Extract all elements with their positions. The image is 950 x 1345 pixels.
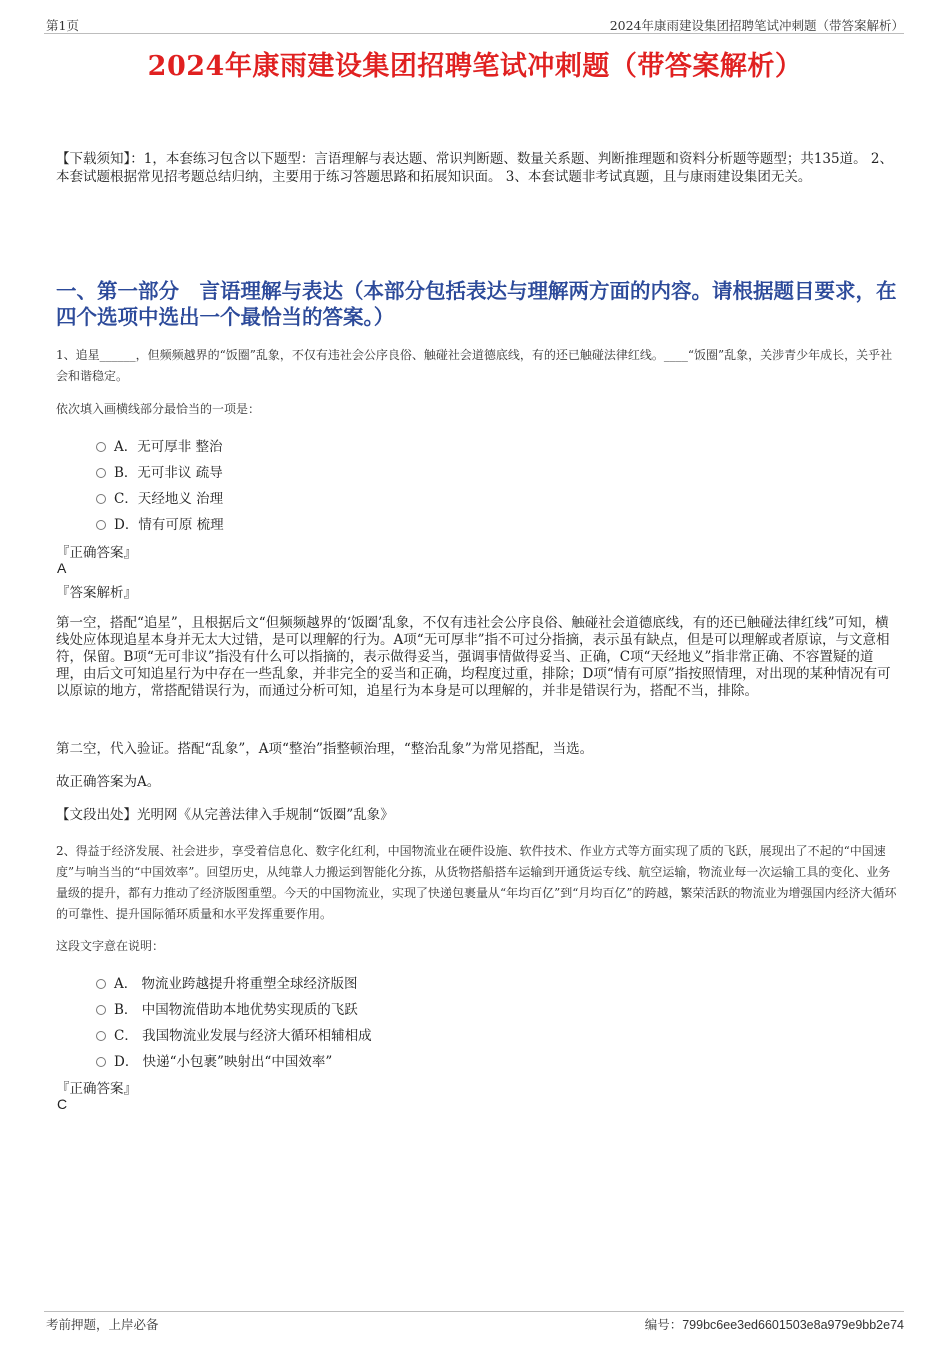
question-1-options	[96, 432, 224, 536]
question-1-option-d[interactable]: D． 情有可原 梳理	[96, 510, 224, 536]
radio-icon[interactable]	[96, 520, 106, 530]
question-1-analysis-p1: 第一空，搭配“追星”，且根据后文“但频频越界的‘饭圈’乱象，不仅有违社会公序良俗、触碰社会道德底线，有的还已触碰法律红线”可知，横线处应体现追星本身并无太大过错，是可以理解的行为。A项“无可厚非”指不可过分指摘，表示虽有缺点，但是可以理解或者原谅，与文意相符，保留。B项“无可非议”指没有什么可以指摘的，表示做得妥当，强调事情做得妥当、正确，C项“天经地义”指非常正确、不容置疑的道理，由后文可知追星行为中存在一些乱象，并非完全的妥当和正确，均程度过重，排除；D项“情有可原”指按照情理，对出现的某种情况有可以原谅的地方，常搭配错误行为，而通过分析可知，追星行为本身是可以理解的，并非是错误行为，搭配不当，排除。	[56, 615, 891, 699]
page-header	[44, 14, 904, 34]
question-1-prompt: 依次填入画横线部分最恰当的一项是：	[56, 402, 261, 416]
question-2-answer: C	[57, 1096, 68, 1112]
radio-icon[interactable]	[96, 1031, 106, 1041]
question-2-option-d[interactable]: D． 快递“小包裹”映射出“中国效率”	[96, 1047, 372, 1073]
radio-icon[interactable]	[96, 979, 106, 989]
radio-icon[interactable]	[96, 1057, 106, 1067]
page-number: 第1页	[46, 18, 79, 33]
question-1-analysis-label: 『答案解析』	[56, 585, 137, 601]
radio-icon[interactable]	[96, 468, 106, 478]
question-2-option-a[interactable]: A． 物流业跨越提升将重塑全球经济版图	[96, 969, 372, 995]
question-2-text: 2、得益于经济发展、社会进步，享受着信息化、数字化红利，中国物流业在硬件设施、软件技术、作业方式等方面实现了质的飞跃，展现出了不起的“中国速度”与响当当的“中国效率”。回望历史，从纯靠人力搬运到智能化分拣，从货物搭船搭车运输到开通货运专线、航空运输，物流业每一次运输工具的变化、业务量级的提升，都有力推动了经济版图重塑。今天的中国物流业，实现了快递包裹量从“年均百亿”到“月均百亿”的跨越，繁荣活跃的物流业为增强国内经济大循环的可靠性、提升国际循环质量和水平发挥重要作用。	[56, 844, 897, 921]
page-footer	[44, 1311, 904, 1333]
question-1-text: 1、追星______，但频频越界的“饭圈”乱象，不仅有违社会公序良俗、触碰社会道德底线，有的还已触碰法律红线。____“饭圈”乱象，关涉青少年成长，关乎社会和谐稳定。	[56, 348, 893, 383]
question-1-option-c[interactable]: C． 天经地义 治理	[96, 484, 224, 510]
question-2-answer-label: 『正确答案』	[56, 1081, 137, 1097]
question-2-options	[96, 969, 372, 1073]
section-title: 一、第一部分 言语理解与表达（本部分包括表达与理解两方面的内容。请根据题目要求，在四个选项中选出一个最恰当的答案。）	[56, 279, 897, 329]
radio-icon[interactable]	[96, 1005, 106, 1015]
question-2-option-c[interactable]: C． 我国物流业发展与经济大循环相辅相成	[96, 1021, 372, 1047]
radio-icon[interactable]	[96, 442, 106, 452]
page-title: 2024年康雨建设集团招聘笔试冲刺题（带答案解析）	[147, 51, 803, 82]
question-1-source: 【文段出处】光明网《从完善法律入手规制“饭圈”乱象》	[56, 807, 394, 823]
question-1-analysis-p2: 第二空，代入验证。搭配“乱象”，A项“整治”指整顿治理，“整治乱象”为常见搭配，当选。	[56, 741, 594, 757]
header-doc-title: 2024年康雨建设集团招聘笔试冲刺题（带答案解析）	[609, 18, 904, 33]
footer-slogan: 考前押题，上岸必备	[46, 1317, 159, 1332]
question-1-option-b[interactable]: B． 无可非议 疏导	[96, 458, 224, 484]
question-2-option-b[interactable]: B． 中国物流借助本地优势实现质的飞跃	[96, 995, 372, 1021]
question-1-answer-label: 『正确答案』	[56, 545, 137, 561]
question-2-prompt: 这段文字意在说明：	[56, 939, 165, 953]
question-1-answer: A	[57, 560, 67, 576]
footer-code: 编号：799bc6ee3ed6601503e8a979e9bb2e74	[644, 1317, 904, 1332]
download-notice: 【下载须知】：1，本套练习包含以下题型：言语理解与表达题、常识判断题、数量关系题、判断推理题和资料分析题等题型；共135道。 2、本套试题根据常见招考题总结归纳，主要用于练习答题思路和拓展知识面。 3、本套试题非考试真题，且与康雨建设集团无关。	[56, 151, 893, 185]
question-1-option-a[interactable]: A． 无可厚非 整治	[96, 432, 224, 458]
question-1-analysis-p3: 故正确答案为A。	[56, 774, 161, 790]
radio-icon[interactable]	[96, 494, 106, 504]
